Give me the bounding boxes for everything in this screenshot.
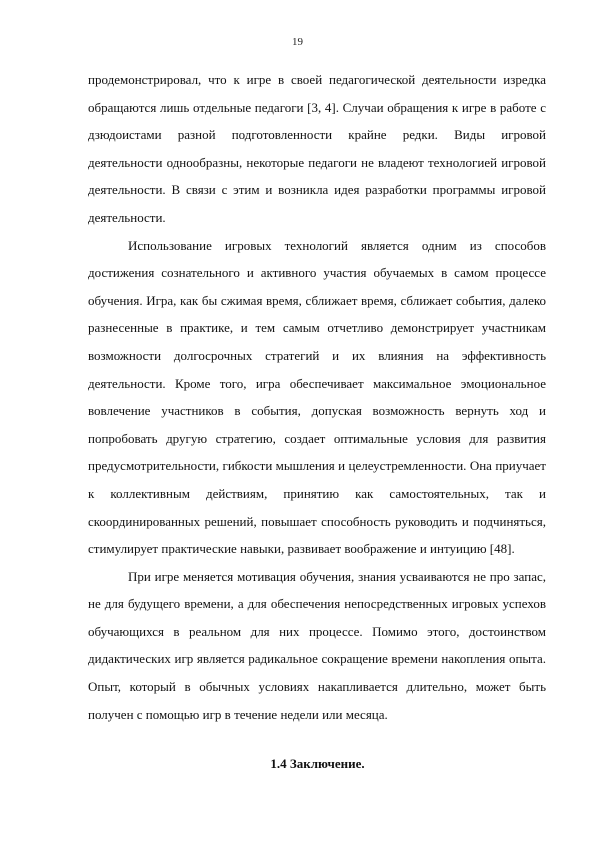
paragraph-3: При игре меняется мотивация обучения, знания усваиваются не про запас, не для будущего времени, а для обеспечения непосредственных игровых успехов обучающихся в реальном для них процессе. Помимо этого, достоинством дидактических игр является радикальное сокращение времени накопления опыта. Опыт, который в обычных условиях накапливается длительно, может быть получен с помощью игр в течение недели или месяца. bbox=[88, 568, 546, 722]
paragraph-2: Использование игровых технологий является одним из способов достижения сознательного и активного участия обучаемых в самом процессе обучения. Игра, как бы сжимая время, сближает время, сближает события, далеко разнесенные в практике, и тем самым отчетливо демонстрирует участникам возможности долгосрочных стратегий и их влияния на эффективность деятельности. Кроме того, игра обеспечивает максимальное эмоциональное вовлечение участников в события, допуская возможность вернуть ход и попробовать другую стратегию, создает оптимальные условия для развития предусмотрительности, гибкости мышления и целеустремленности. Она приучает к коллективным действиям, принятию как самостоятельных, так и скоординированных решений, повышает способность руководить и подчиняться, стимулирует практические навыки, развивает воображение и интуицию [48]. bbox=[88, 237, 546, 557]
section-heading: 1.4 Заключение. bbox=[270, 756, 365, 771]
paragraph-1: продемонстрировал, что к игре в своей педагогической деятельности изредка обращаются лишь отдельные педагоги [3, 4]. Случаи обращения к игре в работе с дзюдоистами разной подготовленности крайне редки. Виды игровой деятельности однообразны, некоторые педагоги не владеют технологией игровой деятельности. В связи с этим и возникла идея разработки программы игровой деятельности. bbox=[88, 72, 546, 225]
body-text bbox=[88, 66, 546, 728]
page-number: 19 bbox=[292, 36, 303, 48]
